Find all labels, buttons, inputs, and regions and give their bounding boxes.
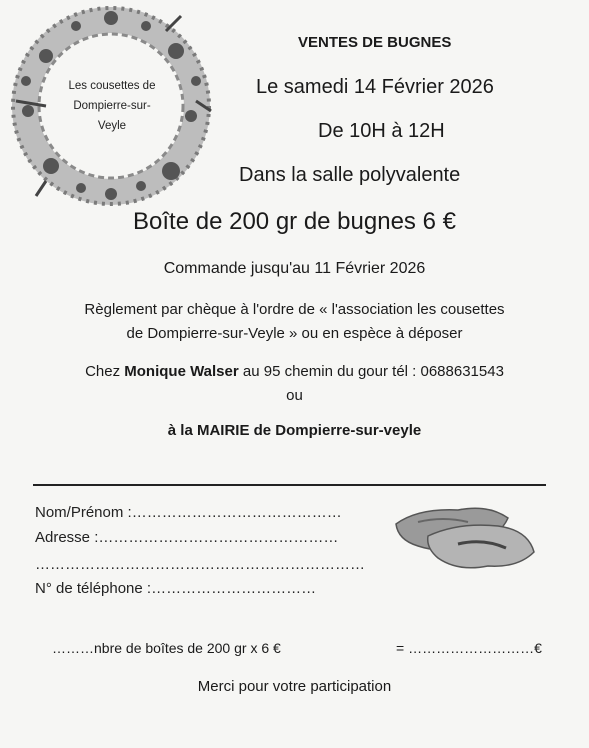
payment-info [0, 298, 589, 346]
address-continuation: ………………………………………………………… [35, 556, 365, 573]
logo-label [60, 76, 164, 136]
address-field: Adresse :………………………………………… [35, 529, 339, 546]
divider [33, 484, 546, 486]
bugnes-pastry-icon [388, 496, 538, 576]
order-deadline: Commande jusqu'au 11 Février 2026 [163, 260, 426, 277]
payment-line-1: Règlement par chèque à l'ordre de « l'association les cousettes [84, 301, 505, 318]
event-hours: De 10H à 12H [318, 120, 445, 142]
payment-line-2: de Dompierre-sur-Veyle » ou en espèce à déposer [126, 325, 463, 342]
quantity-field: ………nbre de boîtes de 200 gr x 6 € [52, 640, 281, 656]
contact-info [0, 360, 589, 408]
contact-line [0, 360, 589, 384]
total-field: = ………………………€ [396, 640, 542, 656]
name-field: Nom/Prénom :…………………………………… [35, 504, 342, 521]
logo-line-1: Les cousettes de [68, 80, 156, 92]
mairie-prefix: à la [167, 422, 197, 439]
logo-line-3: Veyle [97, 120, 127, 132]
price-line: Boîte de 200 gr de bugnes 6 € [133, 208, 456, 235]
mairie-line [0, 422, 589, 439]
association-logo [6, 6, 216, 206]
contact-prefix: Chez [85, 363, 125, 380]
event-title: VENTES DE BUGNES [298, 34, 452, 51]
thanks-message: Merci pour votre participation [197, 678, 392, 695]
contact-name: Monique Walser [124, 363, 239, 380]
event-place: Dans la salle polyvalente [239, 164, 461, 186]
mairie-name: MAIRIE de Dompierre-sur-veyle [196, 422, 422, 439]
logo-line-2: Dompierre-sur- [73, 100, 151, 112]
contact-address: au 95 chemin du gour tél : 0688631543 [238, 363, 504, 380]
event-date: Le samedi 14 Février 2026 [256, 76, 494, 98]
contact-or: ou [286, 387, 303, 404]
bugnes-image [388, 496, 538, 576]
phone-field: N° de téléphone :…………………………… [35, 580, 317, 597]
